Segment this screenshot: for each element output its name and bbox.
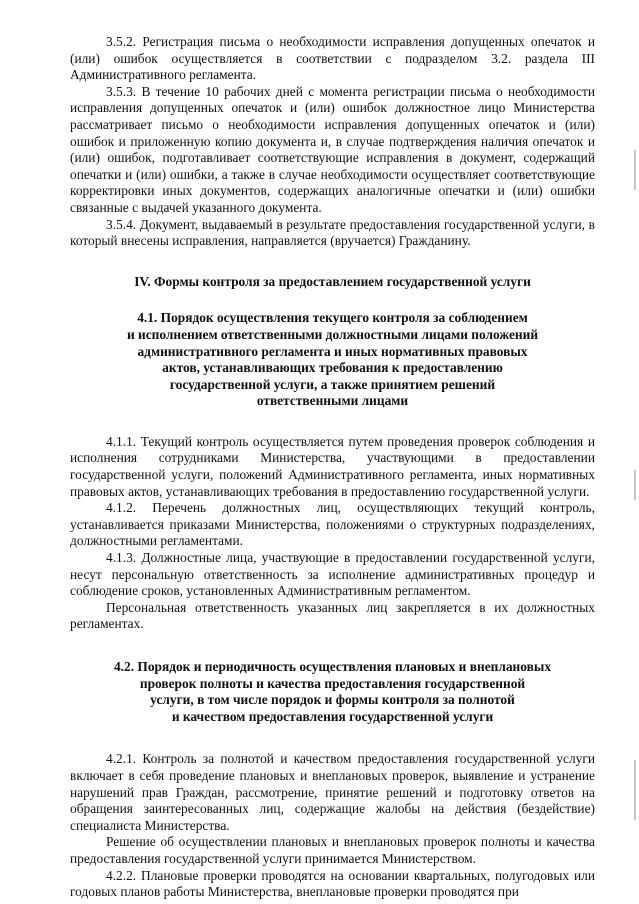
scan-edge-mark	[634, 150, 636, 190]
paragraph-4-2-1: 4.2.1. Контроль за полнотой и качеством предоставления государственной услуги включает в себя проведение плановых и внеплановых проверок, выявление и устранение нарушений прав Граждан, рассмотрение, принятие решений и подготовку ответов на обращения заинтересованных лиц, содержащие жалобы на действия (бездействие) специалиста Министерства.	[70, 751, 595, 833]
subsection-4-2-heading	[70, 659, 595, 725]
heading-line: и исполнением ответственными должностными лицами положений	[126, 326, 539, 342]
scan-edge-mark	[634, 760, 636, 820]
heading-line: проверок полноты и качества предоставления государственной	[139, 675, 526, 691]
heading-line: 4.1. Порядок осуществления текущего контроля за соблюдением	[137, 310, 528, 326]
subsection-4-1-heading	[70, 310, 595, 410]
section-4-heading: IV. Формы контроля за предоставлением государственной услуги	[134, 273, 531, 289]
paragraph-4-1-2: 4.1.2. Перечень должностных лиц, осуществляющих текущий контроль, устанавливается приказами Министерства, положениями о структурных подразделениях, должностными регламентами.	[70, 500, 595, 549]
paragraph-4-1-1: 4.1.1. Текущий контроль осуществляется путем проведения проверок соблюдения и исполнения сотрудниками Министерства, участвующими в предоставлении государственной услуги, положений Административного регламента, иных нормативных правовых актов, устанавливающих требования в предоставлению государственной услуги.	[70, 433, 595, 499]
heading-line: ответственными лицами	[256, 393, 409, 409]
paragraph-4-2-1-continued: Решение об осуществлении плановых и внеплановых проверок полноты и качества предоставления государственной услуги принимается Министерством.	[70, 834, 595, 866]
heading-line: и качеством предоставления государственной услуги	[171, 708, 494, 724]
heading-line: актов, устанавливающих требования к предоставлению	[162, 360, 503, 376]
heading-line: 4.2. Порядок и периодичность осуществления плановых и внеплановых	[113, 659, 552, 674]
paragraph-3-5-3: 3.5.3. В течение 10 рабочих дней с момента регистрации письма о необходимости исправления допущенных опечаток и (или) ошибок должностное лицо Министерства рассматривает письмо о необходимости исправления допущенных опечаток и (или) ошибок и приложенную копию документа и, в случае подтверждения наличия опечаток и (или) ошибок, подготавливает соответствующие исправления в документ, содержащий опечатки и (или) ошибки, а также в случае необходимости осуществляет соответствующие корректировки иных документов, содержащих аналогичные опечатки и (или) ошибки связанные с выдачей указанного документа.	[70, 83, 595, 215]
heading-line: услуги, в том числе порядок и формы контроля за полнотой	[150, 692, 515, 708]
paragraph-4-1-3-continued: Персональная ответственность указанных лиц закрепляется в их должностных регламентах.	[70, 599, 595, 632]
heading-line: административного регламента и иных нормативных правовых	[137, 343, 528, 359]
paragraph-3-5-4: 3.5.4. Документ, выдаваемый в результате предоставления государственной услуги, в который внесены исправления, направляется (вручается) Гражданину.	[70, 216, 595, 249]
paragraph-3-5-2: 3.5.2. Регистрация письма о необходимости исправления допущенных опечаток и (или) ошибок осуществляется в соответствии с подразделом 3.2. раздела III Административного регламента.	[70, 34, 595, 83]
paragraph-4-2-2: 4.2.2. Плановые проверки проводятся на основании квартальных, полугодовых или годовых планов работы Министерства, внеплановые проверки проводятся при	[70, 867, 595, 900]
paragraph-4-1-3: 4.1.3. Должностные лица, участвующие в предоставлении государственной услуги, несут персональную ответственность за исполнение административных процедур и соблюдение сроков, установленных Административным регламентом.	[70, 550, 595, 599]
scan-edge-mark	[634, 470, 636, 500]
heading-line: государственной услуги, а также принятием решений	[169, 376, 496, 392]
